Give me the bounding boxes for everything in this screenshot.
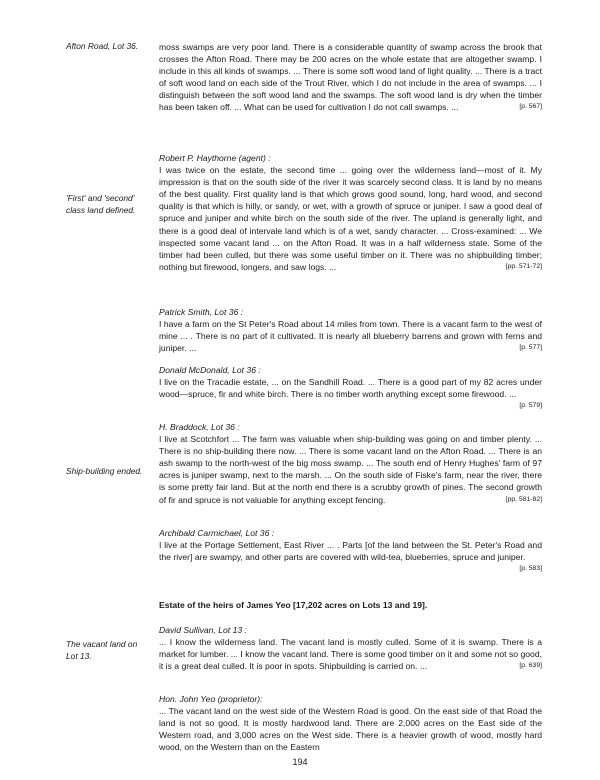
page-number: 194 (292, 757, 308, 767)
speaker-name: Hon. John Yeo (proprietor): (159, 694, 263, 704)
testimony-text: ... The vacant land on the west side of the Western Road is good. On the east side of that Road the land is not so good. It is mostly hardwood land. There are 2,000 acres on the East side of the Western road, and 3,000 acres on the West side. There is a heavier growth of wood, mostly hard wood, on the Western than on the Eastern (159, 706, 542, 753)
testimony-text: I live at the Portage Settlement, East River ... . Parts [of the land between the St. Peter's Road and the river] are swampy, and other parts are covered with wild-tea, blueberries, spruce and juniper. [p. 583] (159, 539, 542, 563)
margin-note-land-classes: 'First' and 'second' class land defined. (66, 193, 136, 215)
testimony-sullivan (159, 624, 542, 672)
page-reference: [p. 583] (519, 565, 542, 573)
testimony-braddock (159, 421, 542, 506)
margin-note-vacant-land-lot-13: The vacant land on Lot 13. (66, 639, 138, 661)
testimony-mcdonald (159, 364, 542, 412)
speaker-name: Donald McDonald, Lot 36 : (159, 365, 261, 375)
testimony-text: I have a farm on the St Peter's Road about 14 miles from town. There is a vacant farm to the west of mine ... . There is no part of it cultivated. It is nearly all blueberry barrens and grown with ferns and juniper. ... [p. 577] (159, 319, 542, 354)
page-reference: [pp. 581-82] (505, 495, 542, 503)
speaker-name: Robert P. Haythorne (agent) : (159, 153, 271, 163)
testimony-smith (159, 306, 542, 354)
testimony-haythorne (159, 152, 542, 273)
estate-heading (159, 599, 542, 611)
margin-note-ship-building: Ship-building ended. (66, 466, 143, 476)
speaker-name: Patrick Smith, Lot 36 : (159, 307, 244, 317)
page-reference: [p. 567] (519, 103, 542, 111)
testimony-text: ... I know the wilderness land. The vacant land is mostly culled. Some of it is swamp. There is a market for lumber. ... I know the vacant land. There is some good timber on it and some not so good, it is a great deal culled. It is poor in spots. Shipbuilding is carried on. ... [p. 639] (159, 637, 542, 672)
testimony-text: I live at Scotchfort ... The farm was valuable when ship-building was going on and timber plenty. ... There is no ship-building there now. ... There is some vacant land on the Afton Road. ... There is an ash swamp to the north-west of the big moss swamp. ... The south end of Henry Hughes' farm of 97 acres is juniper swamp, next to the marsh. ... On the south side of Fiske's farm, near the river, there is some pretty fair land. But at the north end there is a scrubby growth of pines. The second growth of fir and spruce is not valuable for anything except fencing. [pp. 581-82] (159, 434, 542, 505)
estate-title: Estate of the heirs of James Yeo [17,202 acres on Lots 13 and 19]. (159, 600, 428, 610)
testimony-text: I was twice on the estate, the second time ... going over the wilderness land—most of it. My impression is that on the south side of the river it was scarcely second class. It is land by no means of the best quality. First quality land is that which grows good sound, long, hard wood, and second quality is that which is hilly, or sandy, or wet, with a growth of spruce or juniper. I saw a good deal of spruce and juniper and white birch on the south side of the river. The upland is generally light, and there is a good deal of intervale land which is of a wet, sandy character. ... Cross-examined: ... We inspected some vacant land ... on the Afton Road. It was in a half wilderness state. Some of the timber had been culled, but there was some useful timber on it. There was no shipbuilding timber; nothing but firewood, longers, and saw logs. ... [pp. 571-72] (159, 165, 542, 272)
testimony-text: I live on the Tracadie estate, ... on the Sandhill Road. ... There is a good part of my 82 acres under wood—spruce, fir and white birch. There is no timber worth anything except some firewood. ... [p. 579] (159, 376, 542, 400)
page-reference: [p. 639] (519, 662, 542, 670)
speaker-name: H. Braddock, Lot 36 : (159, 422, 240, 432)
page-reference: [p. 577] (519, 344, 542, 352)
speaker-name: David Sullivan, Lot 13 : (159, 625, 247, 635)
speaker-name: Archibald Carmichael, Lot 36 : (159, 528, 275, 538)
testimony-continued (159, 41, 542, 114)
page-reference: [pp. 571-72] (505, 262, 542, 270)
testimony-yeo (159, 693, 542, 753)
margin-note-afton-road: Afton Road, Lot 36. (66, 41, 139, 51)
testimony-carmichael (159, 527, 542, 575)
page-reference: [p. 579] (519, 402, 542, 410)
testimony-text: moss swamps are very poor land. There is a considerable quantity of swamp across the brook that crosses the Afton Road. There may be 200 acres on the whole estate that are altogether swamp. I include in this all kinds of swamps. ... There is some soft wood land of light quality. ... There is a tract of soft wood land on each side of the Trout River, which I do not include in the area of swamps. ... I distinguish between the soft wood land and the swamps. The soft wood land is dry when the timber has been taken off. ... What can be used for cultivation I do not call swamps. ... [p. 567] (159, 42, 542, 113)
